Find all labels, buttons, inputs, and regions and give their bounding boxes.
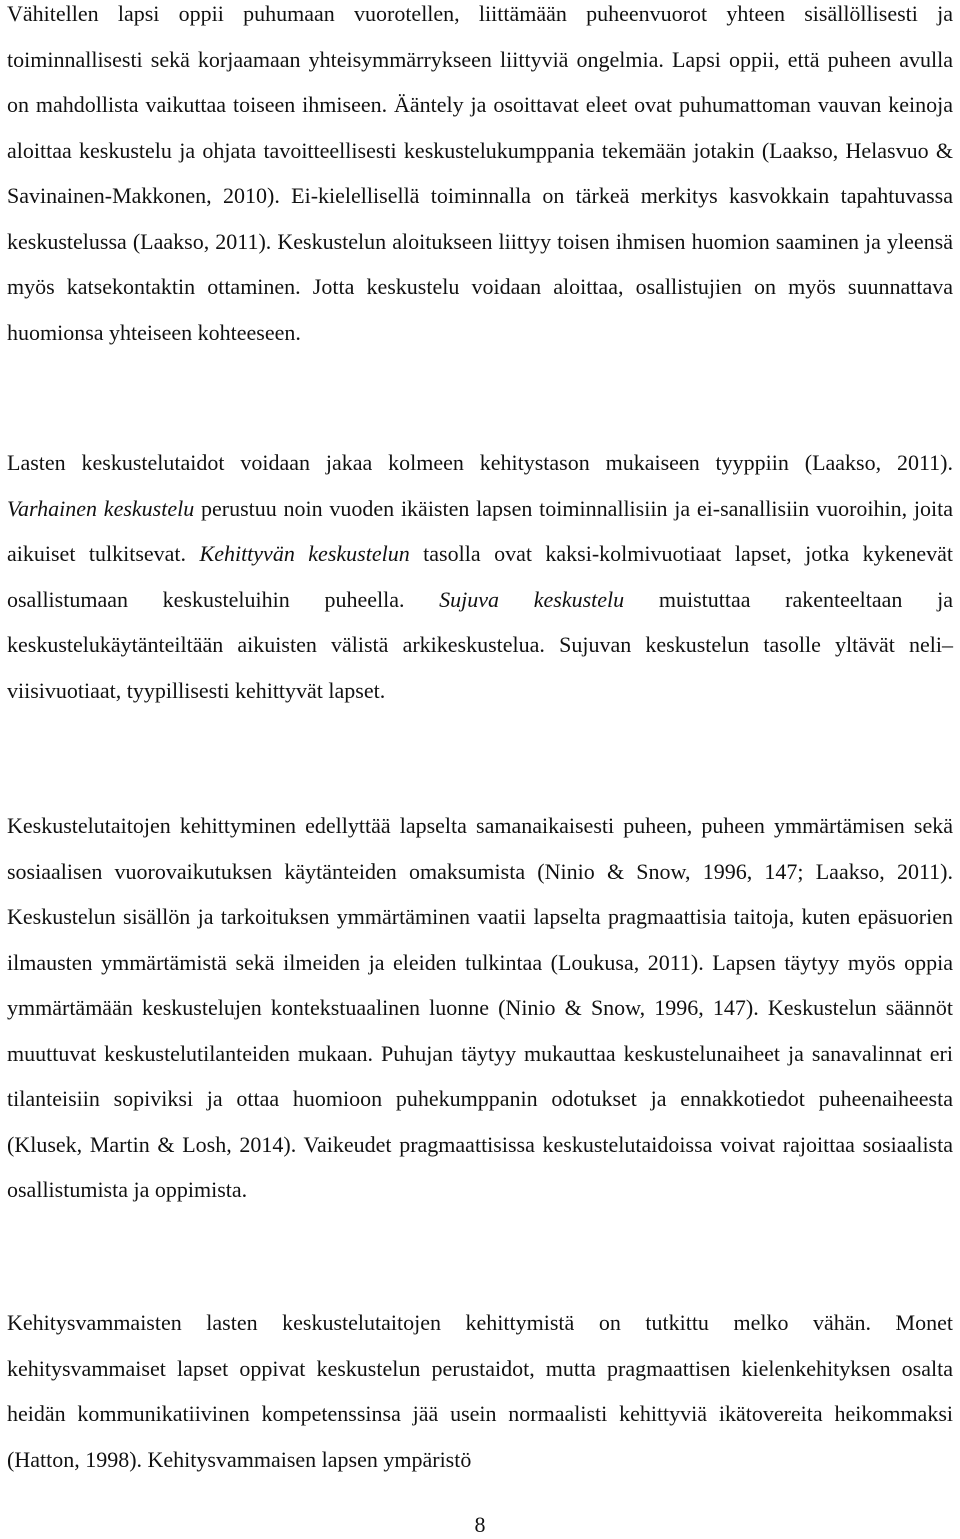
italic-term-early-conversation: Varhainen keskustelu	[7, 495, 195, 521]
page-number: 8	[474, 1512, 486, 1537]
text-segment: muistuttaa rakenteeltaan ja keskustelukäytänteiltään aikuisten välistä arkikeskustelua. Sujuvan keskustelun tasolle yltävät neli–viisivuotiaat, tyypillisesti kehittyvät lapset.	[7, 586, 953, 703]
paragraph-conversation-development: Vähitellen lapsi oppii puhumaan vuorotellen, liittämään puheenvuorot yhteen sisällöllisesti ja toiminnallisesti sekä korjaamaan yhteisymmärrykseen liittyviä ongelmia. Lapsi oppii, että puheen avulla on mahdollista vaikuttaa toiseen ihmiseen. Ääntely ja osoittavat eleet ovat puhumattoman vauvan keinoja aloittaa keskustelu ja ohjata tavoitteellisesti keskustelukumppania tekemään jotakin (Laakso, Helasvuo & Savinainen-Makkonen, 2010). Ei-kielellisellä toiminnalla on tärkeä merkitys kasvokkain tapahtuvassa keskustelussa (Laakso, 2011). Keskustelun aloitukseen liittyy toisen ihmisen huomion saaminen ja yleensä myös katsekontaktin ottaminen. Jotta keskustelu voidaan aloittaa, osallistujien on myös suunnattava huomionsa yhteiseen kohteeseen.	[7, 1, 953, 345]
text-segment: perustuu noin vuoden ikäisten lapsen toiminnallisiin ja ei-sanallisiin vuoroihin, joita aikuiset tulkitsevat.	[7, 495, 953, 566]
paragraph-intellectual-disability: Kehitysvammaisten lasten keskustelutaitojen kehittymistä on tutkittu melko vähän. Monet kehitysvammaiset lapset oppivat keskustelun perustaidot, mutta pragmaattisen kielenkehityksen osalta heidän kommunikatiivinen kompetenssinsa jää usein normaalisti kehittyviä ikätovereita heikommaksi (Hatton, 1998). Kehitysvammaisen lapsen ympäristö	[7, 1310, 953, 1472]
paragraph-pragmatic-skills: Keskustelutaitojen kehittyminen edellyttää lapselta samanaikaisesti puheen, puheen ymmärtämisen sekä sosiaalisen vuorovaikutuksen käytänteiden omaksumista (Ninio & Snow, 1996, 147; Laakso, 2011). Keskustelun sisällön ja tarkoituksen ymmärtäminen vaatii lapselta pragmaattisia taitoja, kuten epäsuorien ilmausten ymmärtämistä sekä ilmeiden ja eleiden tulkintaa (Loukusa, 2011). Lapsen täytyy myös oppia ymmärtämään keskustelujen kontekstuaalinen luonne (Ninio & Snow, 1996, 147). Keskustelun säännöt muuttuvat keskustelutilanteiden mukaan. Puhujan täytyy mukauttaa keskustelunaiheet ja sanavalinnat eri tilanteisiin sopiviksi ja ottaa huomioon puhekumppanin odotukset ja ennakkotiedot puheenaiheesta (Klusek, Martin & Losh, 2014). Vaikeudet pragmaattisissa keskustelutaidoissa voivat rajoittaa sosiaalista osallistumista ja oppimista.	[7, 813, 953, 1202]
text-segment: Lasten keskustelutaidot voidaan jakaa kolmeen kehitystason mukaiseen tyyppiin (Laakso, 2011).	[7, 450, 953, 475]
paragraph-conversation-types	[7, 440, 953, 713]
text-segment: tasolla ovat kaksi-kolmivuotiaat lapset, jotka kykenevät osallistumaan keskusteluihin puheella.	[7, 541, 953, 612]
italic-term-fluent-conversation: Sujuva keskustelu	[439, 586, 625, 612]
italic-term-developing-conversation: Kehittyvän keskustelun	[199, 541, 410, 566]
